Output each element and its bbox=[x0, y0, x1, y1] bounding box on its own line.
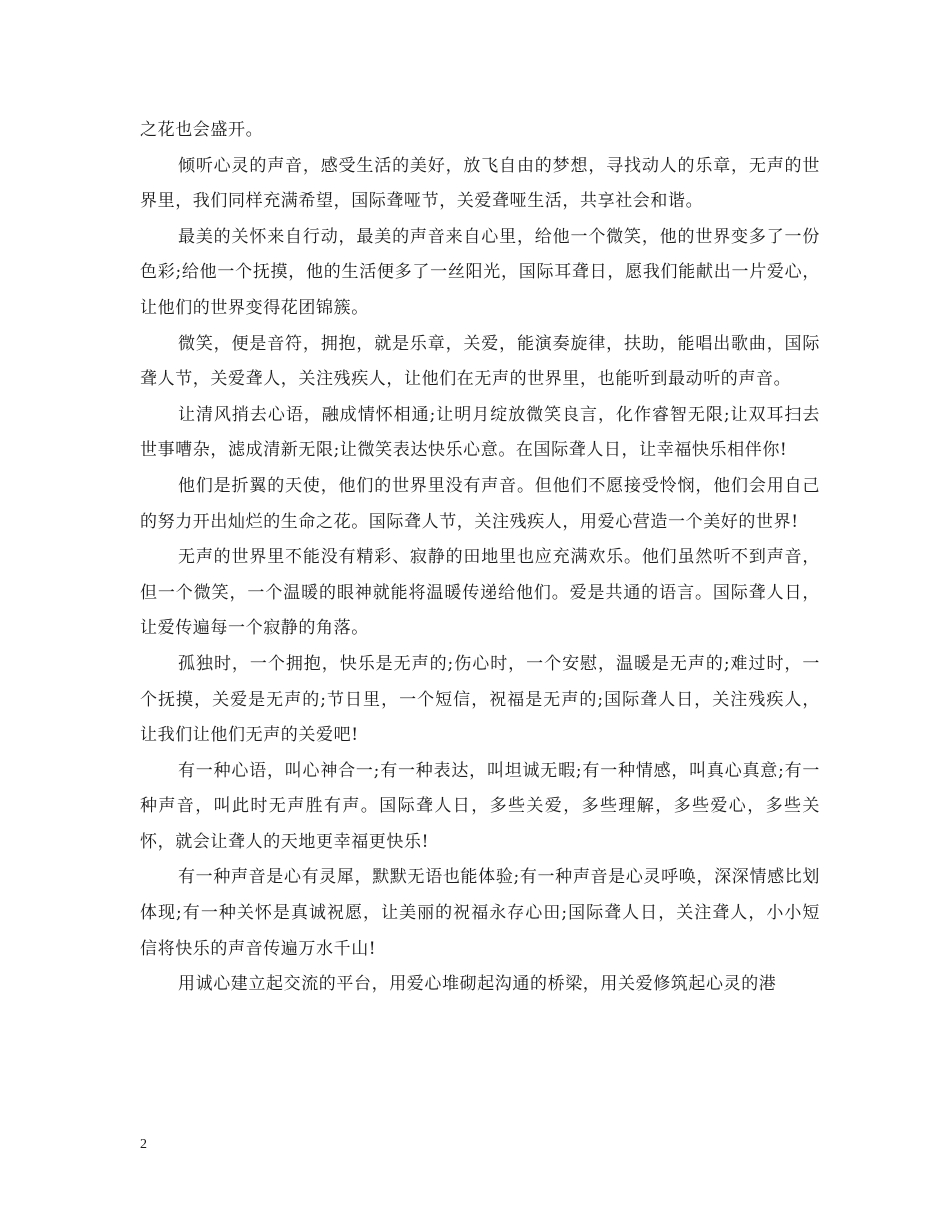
document-body bbox=[140, 113, 820, 1003]
paragraph: 之花也会盛开。 bbox=[140, 120, 264, 140]
page-number: 2 bbox=[140, 1137, 147, 1152]
paragraph: 倾听心灵的声音，感受生活的美好，放飞自由的梦想，寻找动人的乐章，无声的世界里，我们同样充满希望，国际聋哑节，关爱聋哑生活，共享社会和谐。 bbox=[140, 155, 820, 212]
paragraph: 无声的世界里不能没有精彩、寂静的田地里也应充满欢乐。他们虽然听不到声音，但一个微笑，一个温暖的眼神就能将温暖传递给他们。爱是共通的语言。国际聋人日，让爱传遍每一个寂静的角落。 bbox=[140, 547, 820, 639]
paragraph: 有一种心语，叫心神合一;有一种表达，叫坦诚无暇;有一种情感，叫真心真意;有一种声音，叫此时无声胜有声。国际聋人日，多些关爱，多些理解，多些爱心，多些关怀，就会让聋人的天地更幸福更快乐! bbox=[140, 760, 820, 852]
paragraph: 让清风捎去心语，融成情怀相通;让明月绽放微笑良言，化作睿智无限;让双耳扫去世事嘈杂，滤成清新无限;让微笑表达快乐心意。在国际聋人日，让幸福快乐相伴你! bbox=[140, 404, 820, 461]
paragraph: 他们是折翼的天使，他们的世界里没有声音。但他们不愿接受怜悯，他们会用自己的努力开出灿烂的生命之花。国际聋人节，关注残疾人，用爱心营造一个美好的世界! bbox=[140, 475, 820, 532]
paragraph: 有一种声音是心有灵犀，默默无语也能体验;有一种声音是心灵呼唤，深深情感比划体现;有一种关怀是真诚祝愿，让美丽的祝福永存心田;国际聋人日，关注聋人，小小短信将快乐的声音传遍万水千山! bbox=[140, 867, 820, 959]
paragraph: 用诚心建立起交流的平台，用爱心堆砌起沟通的桥梁，用关爱修筑起心灵的港 bbox=[178, 974, 777, 995]
paragraph: 微笑，便是音符，拥抱，就是乐章，关爱，能演奏旋律，扶助，能唱出歌曲，国际聋人节，关爱聋人，关注残疾人，让他们在无声的世界里，也能听到最动听的声音。 bbox=[140, 333, 820, 390]
paragraph: 孤独时，一个拥抱，快乐是无声的;伤心时，一个安慰，温暖是无声的;难过时，一个抚摸，关爱是无声的;节日里，一个短信，祝福是无声的;国际聋人日，关注残疾人，让我们让他们无声的关爱吧! bbox=[140, 653, 820, 746]
paragraph: 最美的关怀来自行动，最美的声音来自心里，给他一个微笑，他的世界变多了一份色彩;给他一个抚摸，他的生活便多了一丝阳光，国际耳聋日，愿我们能献出一片爱心，让他们的世界变得花团锦簇。 bbox=[140, 226, 820, 318]
